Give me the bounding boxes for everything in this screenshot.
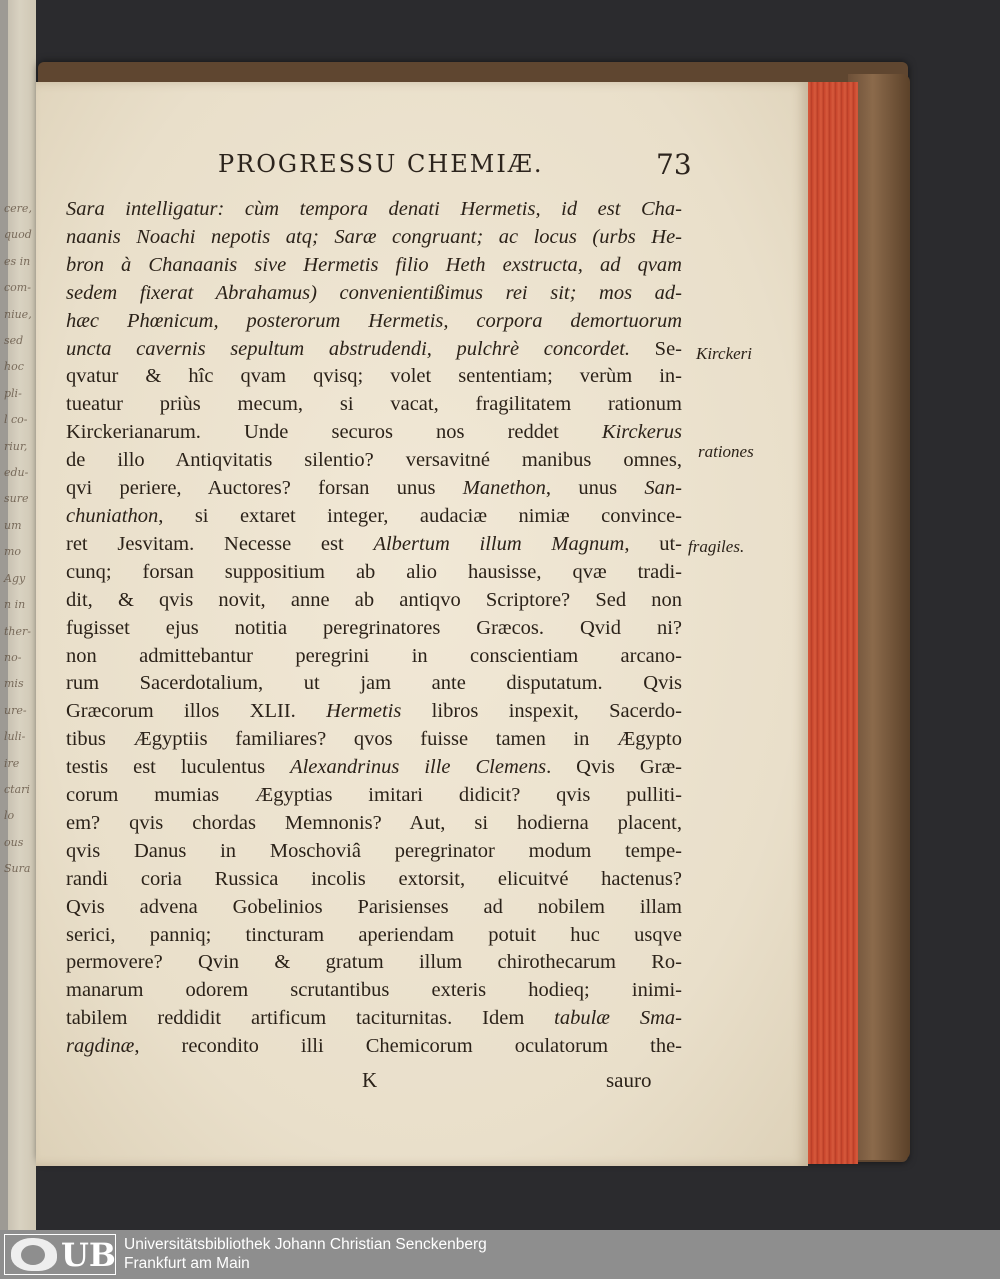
roman-segment: randi coria Russica incolis extorsit, elicuitvé hactenus? [66,867,682,890]
left-page-fragment: luli- [4,730,26,744]
left-page-fragment: mis [4,677,24,691]
italic-segment: Hermetis [326,700,402,723]
text-line [66,308,682,336]
roman-segment: de illo Antiqvitatis silentio? versavitné manibus omnes, [66,449,682,472]
senckenberg-portrait-icon [11,1238,57,1271]
red-page-edges [806,82,858,1164]
text-line [66,782,682,810]
italic-segment: chuniathon [66,504,159,527]
left-page-fragment: ous [4,835,24,849]
left-page-text-fragments [4,196,36,883]
roman-segment: corum mumias Ægyptias imitari didicit? qvis pulliti- [66,784,682,807]
roman-segment: Se- [630,337,682,360]
left-page-fragment: riur, [4,439,28,453]
text-line [66,643,682,671]
left-page-fragment: mo [4,545,22,559]
left-page-edge [0,0,36,1230]
text-line [66,419,682,447]
text-line [66,922,682,950]
roman-segment: Græcorum illos XLII. [66,700,327,723]
italic-segment: bron à Chanaanis sive Hermetis filio Heth exstructa, ad qvam [66,253,682,276]
text-line [66,977,682,1005]
text-line [66,949,682,977]
left-page-fragment: es in [4,254,31,268]
text-line [66,559,682,587]
italic-segment: uncta cavernis sepultum abstrudendi, pulchrè concordet. [66,337,631,360]
left-page-fragment: sed [4,334,24,348]
roman-segment: Qvis advena Gobelinios Parisienses ad nobilem illam [66,895,682,918]
roman-segment: ret Jesvitam. Necesse est [66,532,374,555]
italic-segment: Albertum illum Magnum [373,532,625,555]
left-page-fragment: ire [4,756,20,770]
library-footer [0,1230,1000,1279]
text-line [66,1033,682,1061]
text-line [66,252,682,280]
left-page-fragment: ctari [4,782,30,796]
italic-segment: Sara intelligatur: cùm tempora denati Hermetis, id est Cha- [66,198,682,220]
text-line [66,224,682,252]
left-page-fragment: ure- [4,703,27,717]
page-bottom-line [36,1068,808,1098]
italic-segment: hæc Phœnicum, posterorum Hermetis, corpora demortuorum [66,309,682,332]
page-number: 73 [656,148,692,181]
text-line [66,391,682,419]
running-head: PROGRESSU CHEMIÆ. [218,150,544,178]
italic-segment: tabulæ Sma- [554,1007,682,1030]
roman-segment: non admittebantur peregrini in conscientiam arcano- [66,644,682,667]
text-line [66,531,682,559]
roman-segment: testis est luculentus [66,756,291,779]
margin-note-fragiles: fragiles. [688,537,745,556]
roman-segment: em? qvis chordas Memnonis? Aut, si hodierna placent, [66,811,682,834]
roman-segment: permovere? Qvin & gratum illum chirothecarum Ro- [66,951,682,974]
text-line [66,615,682,643]
book-page [36,82,808,1166]
left-page-fragment: edu- [4,466,29,480]
margin-note-kirckeri: Kirckeri [696,344,753,363]
text-line [66,754,682,782]
text-line [66,363,682,391]
roman-segment: dit, & qvis novit, anne ab antiqvo Scriptore? Sed non [66,588,682,611]
roman-segment: , unus [545,477,645,500]
roman-segment: cunq; forsan suppositium ab alio hausisse, qvæ tradi- [66,560,682,583]
text-line [66,336,682,364]
left-page-fragment: pli- [4,386,22,400]
roman-segment: tueatur priùs mecum, si vacat, fragilitatem rationum [66,393,682,416]
roman-segment: , si extaret integer, audaciæ nimiæ convince- [158,504,682,527]
text-line [66,894,682,922]
left-page-fragment: quod [4,228,32,242]
text-line [66,196,682,224]
left-page-fragment: hoc [4,360,24,374]
left-page-fragment: niue, [4,307,32,321]
text-line [66,726,682,754]
text-line [66,280,682,308]
left-page-fragment: lo [4,809,15,823]
text-line [66,1005,682,1033]
text-line [66,503,682,531]
italic-segment: San- [644,477,682,500]
italic-segment: sedem fixerat Abrahamus) convenientißimus rei sit; mos ad- [66,281,682,304]
roman-segment: rum Sacerdotalium, ut jam ante disputatum. Qvis [66,672,682,695]
institution-name [124,1235,487,1273]
left-page-fragment: Agy [4,571,26,585]
left-page-fragment: n in [4,598,26,612]
text-line [66,838,682,866]
page-header [36,150,808,190]
left-page-fragment: um [4,518,22,532]
roman-segment: tabilem reddidit artificum taciturnitas. Idem [66,1007,555,1030]
left-page-fragment: Sura [4,862,31,876]
logo-text: UB [61,1236,116,1274]
left-page-fragment: l co- [4,413,28,427]
roman-segment: qvi periere, Auctores? forsan unus [66,477,463,500]
roman-segment: fugisset ejus notitia peregrinatores Græcos. Qvid ni? [66,616,682,639]
left-page-fragment: ther- [4,624,31,638]
italic-segment: Alexandrinus ille Clemens [290,756,547,779]
italic-segment: naanis Noachi nepotis atq; Saræ congruant; ac locus (urbs He- [66,225,682,248]
roman-segment: qvis Danus in Moschoviâ peregrinator modum tempe- [66,839,682,862]
roman-segment: , recondito illi Chemicorum oculatorum the- [134,1035,682,1058]
institution-title: Universitätsbibliothek Johann Christian Senckenberg [124,1236,487,1253]
body-text [66,196,682,1061]
institution-city: Frankfurt am Main [124,1255,250,1272]
roman-segment: libros inspexit, Sacerdo- [401,700,682,723]
text-line [66,475,682,503]
italic-segment: Kirckerus [601,421,682,444]
italic-segment: ragdinæ [66,1035,135,1058]
left-page-fragment: sure [4,492,29,506]
roman-segment: qvatur & hîc qvam qvisq; volet sententiam; verùm in- [66,365,682,388]
catchword: sauro [606,1068,652,1092]
roman-segment: manarum odorem scrutantibus exteris hodieq; inimi- [66,979,682,1002]
text-line [66,670,682,698]
roman-segment: Kirckerianarum. Unde securos nos reddet [66,421,602,444]
roman-segment: serici, panniq; tincturam aperiendam potuit huc usqve [66,923,682,946]
left-page-fragment: com- [4,281,31,295]
text-line [66,810,682,838]
text-line [66,866,682,894]
italic-segment: Manethon [462,477,546,500]
margin-note-rationes: rationes [698,442,754,461]
roman-segment: tibus Ægyptiis familiares? qvos fuisse tamen in Ægypto [66,728,682,751]
text-line [66,447,682,475]
signature-mark: K [362,1068,378,1092]
text-line [66,587,682,615]
text-line [66,698,682,726]
left-page-fragment: cere, [4,202,32,215]
left-page-fragment: no- [4,650,22,664]
roman-segment: . Qvis Græ- [546,756,682,779]
library-logo[interactable] [4,1234,116,1275]
roman-segment: , ut- [624,532,682,555]
